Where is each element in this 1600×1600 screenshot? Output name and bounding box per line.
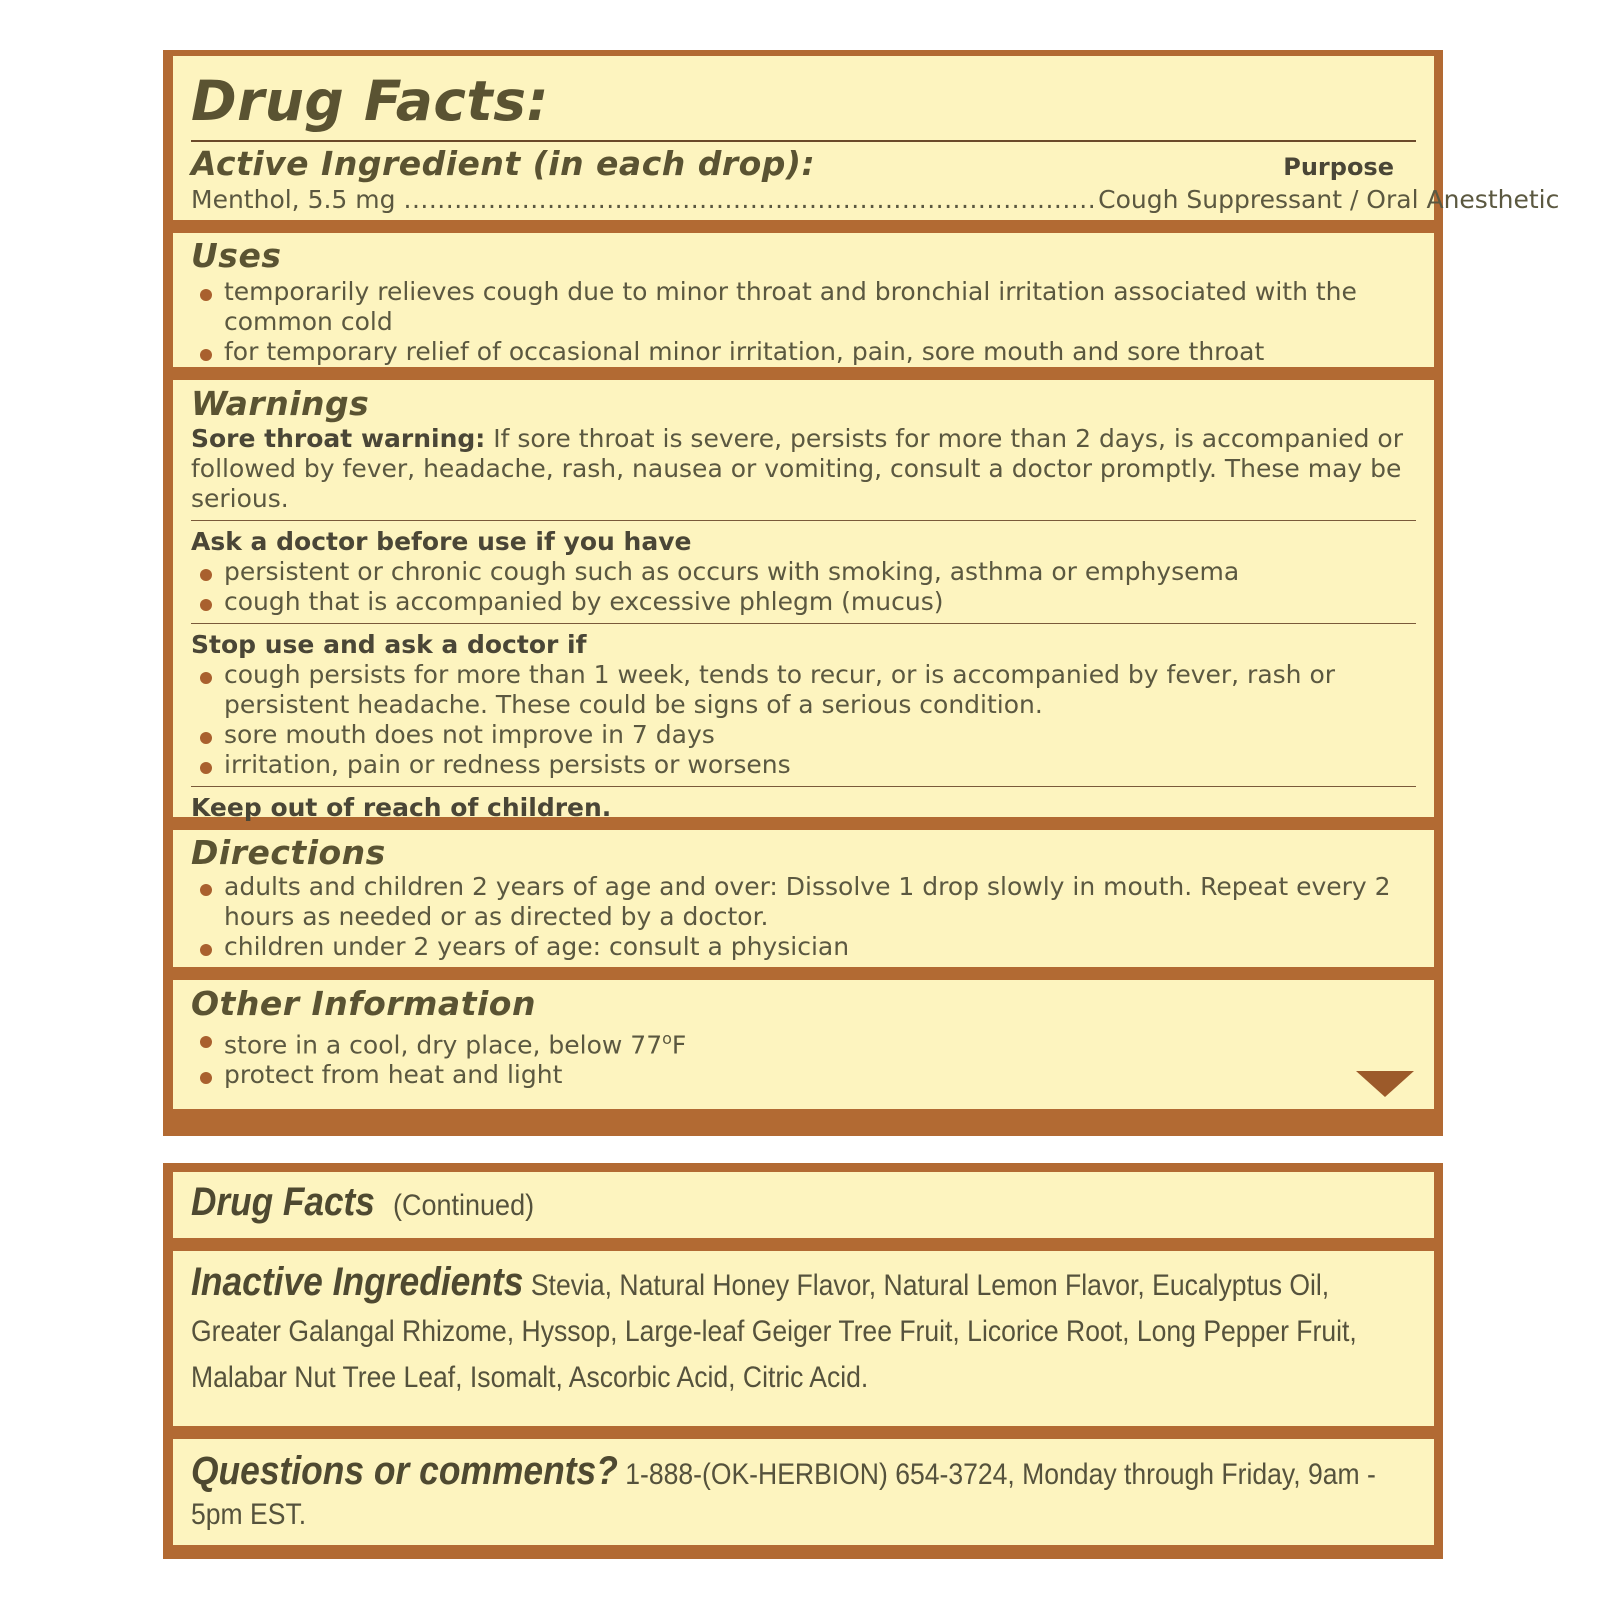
inactive-ingredients-text: Stevia, Natural Honey Flavor, Natural Lemon Flavor, Eucalyptus Oil, Greater Galangal Rhizome, Hyssop, Large-leaf Geiger Tree Fruit, Licorice Root, Long Pepper Fruit, Malabar Nut Tree Leaf, Isomalt, Ascorbic Acid, Citric Acid. [191,1269,1357,1394]
drug-facts-continued-panel [163,1163,1443,1559]
inactive-ingredients [191,1259,1420,1401]
continued-suffix: (Continued) [393,1189,535,1222]
sore-throat-warning [191,424,1416,514]
drug-facts-panel [163,50,1560,1136]
questions-heading: Questions or comments? [191,1449,618,1493]
keep-out-of-reach: Keep out of reach of children. [191,793,612,822]
other-information-heading: Other Information [191,984,536,1023]
questions-text: 1-888-(OK-HERBION) 654-3724, Monday through Friday, 9am - 5pm EST. [191,1458,1376,1531]
list-item: adults and children 2 years of age and over: Dissolve 1 drop slowly in mouth. Repeat every 2 hours as needed or as directed by a doctor. [191,872,1416,932]
continued-title: Drug Facts [191,1180,375,1224]
uses-box [173,233,1434,367]
sore-throat-text: If sore throat is severe, persists for more than 2 days, is accompanied or followed by fever, headache, rash, nausea or vomiting, consult a doctor promptly. These may be serious. [191,424,1403,513]
divider [191,786,1416,787]
active-ingredient-purpose: Cough Suppressant / Oral Anesthetic [1098,185,1560,214]
leader-dots: .................................................................................. [403,185,1097,214]
active-ingredient-box [173,56,1560,220]
directions-box [173,830,1434,967]
triangle-down-icon [1356,1071,1414,1097]
divider [191,623,1416,624]
list-item: persistent or chronic cough such as occurs with smoking, asthma or emphysema [191,557,1416,587]
list-item: sore mouth does not improve in 7 days [191,720,1416,750]
list-item: cough persists for more than 1 week, tends to recur, or is accompanied by fever, rash or persistent headache. These could be signs of a serious condition. [191,660,1416,720]
continued-header-box [173,1172,1434,1238]
inactive-ingredients-heading: Inactive Ingredients [191,1260,524,1304]
divider [191,520,1416,521]
list-item: protect from heat and light [191,1060,1416,1090]
list-item: children under 2 years of age: consult a physician [191,932,1416,962]
list-item: for temporary relief of occasional minor irritation, pain, sore mouth and sore throat [191,337,1416,367]
list-item: store in a cool, dry place, below 77$^o$F [191,1024,1416,1060]
inactive-ingredients-box [173,1251,1434,1426]
purpose-heading: Purpose [1283,153,1394,181]
directions-heading: Directions [191,833,386,872]
other-information-box [173,980,1434,1109]
title-divider [191,140,1416,142]
questions-comments [191,1451,1416,1535]
stop-use-list [191,660,1416,780]
other-information-list [191,1024,1416,1090]
warnings-box [173,380,1434,822]
active-ingredient-name: Menthol, 5.5 mg [191,185,396,214]
ask-doctor-heading: Ask a doctor before use if you have [191,527,692,556]
drug-facts-title: Drug Facts: [191,69,549,133]
sore-throat-label: Sore throat warning: [191,424,486,453]
list-item: cough that is accompanied by excessive phlegm (mucus) [191,587,1416,617]
uses-heading: Uses [191,236,282,275]
warnings-heading: Warnings [191,384,370,423]
list-item: irritation, pain or redness persists or worsens [191,750,1416,780]
directions-list [191,872,1416,962]
list-item: temporarily relieves cough due to minor throat and bronchial irritation associated with the common cold [191,277,1416,337]
active-ingredient-heading: Active Ingredient (in each drop): [191,144,816,183]
ask-doctor-list [191,557,1416,617]
questions-box [173,1439,1434,1545]
stop-use-heading: Stop use and ask a doctor if [191,630,587,659]
uses-list [191,277,1416,367]
